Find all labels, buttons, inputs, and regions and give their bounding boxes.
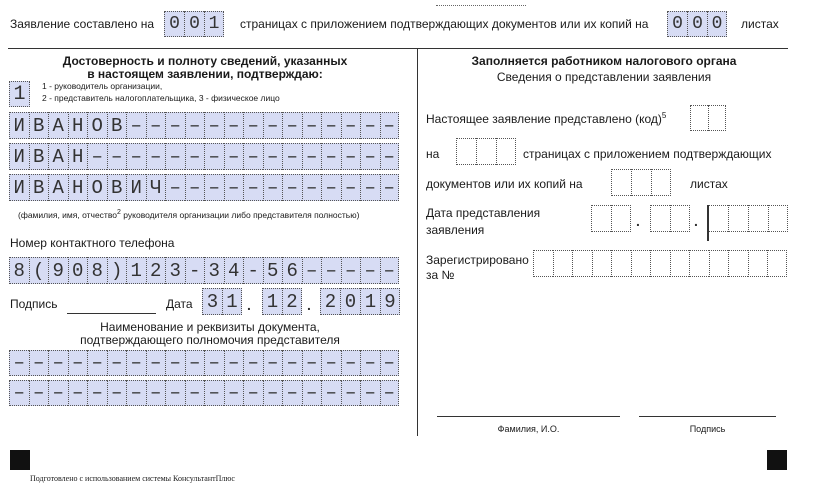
- surname-field[interactable]: [9, 112, 399, 139]
- submission-day-field[interactable]: [591, 205, 631, 232]
- fio-note-post: руководителя организации либо представителя полностью): [123, 209, 360, 220]
- comb-cell: О: [87, 174, 107, 201]
- comb-cell: –: [165, 112, 185, 139]
- confirm-title-line1: Достоверность и полноту сведений, указанных: [62, 54, 348, 68]
- text-cursor: [707, 205, 709, 241]
- submitted-code-text: Настоящее заявление представлено (код): [426, 112, 662, 126]
- comb-cell: 5: [263, 257, 283, 284]
- comb-cell: В: [107, 174, 127, 201]
- doc-details-field-2[interactable]: [9, 380, 399, 406]
- comb-cell: 0: [667, 11, 687, 37]
- comb-cell: И: [9, 112, 29, 139]
- registration-number-field[interactable]: [533, 250, 787, 277]
- comb-cell: 0: [340, 288, 360, 315]
- comb-cell: –: [341, 350, 361, 376]
- tax-officer-title: Заполняется работником налогового органа: [471, 54, 737, 68]
- first-name-field[interactable]: [9, 143, 399, 170]
- submission-year-field[interactable]: [708, 205, 788, 232]
- sheets-label: листах: [690, 177, 728, 191]
- comb-cell: –: [185, 380, 205, 406]
- comb-cell: 0: [68, 257, 88, 284]
- comb-cell: –: [302, 112, 322, 139]
- comb-cell: –: [126, 380, 146, 406]
- comb-cell: [728, 205, 748, 232]
- submitted-code-label: [426, 111, 666, 126]
- attachment-pages-field[interactable]: [667, 11, 727, 37]
- comb-cell: А: [48, 174, 68, 201]
- comb-cell: –: [321, 112, 341, 139]
- officer-sheets-field[interactable]: [611, 169, 671, 196]
- top-divider: [8, 48, 788, 49]
- comb-cell: –: [146, 143, 166, 170]
- officer-fio-line[interactable]: [437, 416, 620, 417]
- top-middle-text: страницах с приложением подтверждающих документов или их копий на: [240, 17, 649, 31]
- comb-cell: В: [29, 112, 49, 139]
- comb-cell: 6: [282, 257, 302, 284]
- submitted-code-sup: 5: [661, 111, 667, 120]
- comb-cell: –: [107, 143, 127, 170]
- comb-cell: –: [360, 174, 380, 201]
- comb-cell: –: [146, 380, 166, 406]
- comb-cell: –: [185, 143, 205, 170]
- comb-cell: –: [360, 143, 380, 170]
- comb-cell: Н: [68, 112, 88, 139]
- comb-cell: –: [282, 174, 302, 201]
- comb-cell: –: [380, 257, 400, 284]
- comb-cell: 0: [687, 11, 707, 37]
- comb-cell: –: [282, 350, 302, 376]
- comb-cell: –: [263, 350, 283, 376]
- comb-cell: –: [126, 350, 146, 376]
- comb-cell: [650, 205, 670, 232]
- signature-label: Подпись: [10, 297, 58, 311]
- comb-cell: –: [68, 380, 88, 406]
- registered-label-2: за №: [426, 268, 455, 282]
- comb-cell: [767, 250, 787, 277]
- registered-label-1: Зарегистрировано: [426, 253, 529, 267]
- comb-cell: –: [185, 350, 205, 376]
- comb-cell: –: [185, 112, 205, 139]
- comb-cell: –: [9, 380, 29, 406]
- pages-text-line2: документов или их копий на: [426, 177, 583, 191]
- comb-cell: [748, 205, 768, 232]
- comb-cell: 8: [9, 257, 29, 284]
- comb-cell: [631, 169, 651, 196]
- comb-cell: 9: [380, 288, 400, 315]
- signer-note-1: 1 - руководитель организации,: [42, 81, 163, 91]
- comb-cell: –: [360, 350, 380, 376]
- comb-cell: 3: [202, 288, 222, 315]
- column-divider: [417, 48, 418, 436]
- comb-cell: –: [224, 380, 244, 406]
- submission-date-label-1: Дата представления: [426, 206, 541, 220]
- comb-cell: [611, 250, 631, 277]
- comb-cell: [476, 138, 496, 165]
- fio-note-sup: 2: [116, 209, 121, 216]
- comb-cell: –: [29, 380, 49, 406]
- comb-cell: [533, 250, 553, 277]
- comb-cell: –: [165, 174, 185, 201]
- comb-cell: –: [380, 143, 400, 170]
- comb-cell: –: [380, 350, 400, 376]
- comb-cell: –: [68, 350, 88, 376]
- comb-cell: –: [146, 350, 166, 376]
- comb-cell: –: [243, 350, 263, 376]
- comb-cell: –: [224, 143, 244, 170]
- comb-cell: 3: [204, 257, 224, 284]
- comb-cell: 8: [87, 257, 107, 284]
- doc-title-line1: Наименование и реквизиты документа,: [100, 320, 320, 334]
- patronymic-field[interactable]: [9, 174, 399, 201]
- comb-cell: –: [243, 112, 263, 139]
- comb-cell: -: [185, 257, 205, 284]
- comb-cell: [553, 250, 573, 277]
- comb-cell: 2: [146, 257, 166, 284]
- comb-cell: [611, 205, 631, 232]
- comb-cell: –: [243, 174, 263, 201]
- comb-cell: 1: [126, 257, 146, 284]
- comb-cell: –: [341, 112, 361, 139]
- comb-cell: [670, 250, 690, 277]
- comb-cell: –: [224, 174, 244, 201]
- on-label: на: [426, 147, 440, 161]
- top-dotted-mark: [436, 5, 526, 6]
- date-day-field[interactable]: [202, 288, 242, 315]
- comb-cell: –: [107, 380, 127, 406]
- comb-cell: –: [243, 380, 263, 406]
- submission-month-field[interactable]: [650, 205, 690, 232]
- comb-cell: [708, 205, 728, 232]
- date-month-field[interactable]: [262, 288, 302, 315]
- officer-date-dot-2: .: [694, 213, 698, 229]
- comb-cell: 2: [320, 288, 340, 315]
- comb-cell: –: [282, 112, 302, 139]
- confirm-title-line2: в настоящем заявлении, подтверждаю:: [87, 67, 323, 81]
- comb-cell: –: [360, 112, 380, 139]
- comb-cell: И: [9, 143, 29, 170]
- comb-cell: –: [321, 350, 341, 376]
- fio-note: [18, 209, 359, 220]
- signer-code-field[interactable]: [9, 81, 30, 107]
- comb-cell: 1: [204, 11, 224, 37]
- officer-sign-caption: Подпись: [689, 424, 726, 434]
- comb-cell: –: [341, 143, 361, 170]
- comb-cell: –: [321, 380, 341, 406]
- registration-mark-left: [10, 450, 30, 470]
- comb-cell: –: [321, 257, 341, 284]
- comb-cell: [708, 105, 726, 131]
- comb-cell: –: [224, 112, 244, 139]
- comb-cell: –: [341, 174, 361, 201]
- comb-cell: –: [321, 143, 341, 170]
- signature-line[interactable]: [67, 313, 156, 314]
- comb-cell: [631, 250, 651, 277]
- submission-code-field[interactable]: [690, 105, 726, 131]
- officer-pages-field[interactable]: [456, 138, 516, 165]
- doc-title-line2: подтверждающего полномочия представителя: [80, 333, 340, 347]
- comb-cell: –: [48, 380, 68, 406]
- comb-cell: [572, 250, 592, 277]
- comb-cell: В: [107, 112, 127, 139]
- comb-cell: [591, 205, 611, 232]
- comb-cell: 1: [222, 288, 242, 315]
- pages-text-line1: страницах с приложением подтверждающих: [523, 147, 772, 161]
- comb-cell: [670, 205, 690, 232]
- comb-cell: [768, 205, 788, 232]
- comb-cell: –: [224, 350, 244, 376]
- comb-cell: –: [302, 257, 322, 284]
- comb-cell: О: [87, 112, 107, 139]
- comb-cell: Н: [68, 174, 88, 201]
- registration-mark-right: [767, 450, 787, 470]
- phone-field[interactable]: [9, 257, 399, 284]
- comb-cell: –: [282, 380, 302, 406]
- comb-cell: –: [302, 143, 322, 170]
- comb-cell: А: [48, 112, 68, 139]
- comb-cell: (: [29, 257, 49, 284]
- comb-cell: 4: [224, 257, 244, 284]
- comb-cell: А: [48, 143, 68, 170]
- comb-cell: –: [87, 350, 107, 376]
- comb-cell: Н: [68, 143, 88, 170]
- comb-cell: [689, 250, 709, 277]
- comb-cell: –: [360, 380, 380, 406]
- date-year-field[interactable]: [320, 288, 400, 315]
- comb-cell: В: [29, 174, 49, 201]
- comb-cell: –: [302, 350, 322, 376]
- comb-cell: –: [165, 380, 185, 406]
- comb-cell: 3: [165, 257, 185, 284]
- fio-note-pre: (фамилия, имя, отчество: [18, 209, 117, 220]
- date-dot-1: .: [247, 297, 251, 313]
- comb-cell: И: [9, 174, 29, 201]
- comb-cell: –: [263, 174, 283, 201]
- comb-cell: 1: [9, 81, 30, 107]
- comb-cell: –: [204, 112, 224, 139]
- comb-cell: –: [165, 143, 185, 170]
- comb-cell: ): [107, 257, 127, 284]
- comb-cell: –: [204, 350, 224, 376]
- comb-cell: –: [204, 174, 224, 201]
- comb-cell: –: [185, 174, 205, 201]
- comb-cell: 0: [707, 11, 727, 37]
- comb-cell: [651, 169, 671, 196]
- comb-cell: –: [263, 112, 283, 139]
- comb-cell: [709, 250, 729, 277]
- submission-date-label-2: заявления: [426, 223, 485, 237]
- comb-cell: –: [165, 350, 185, 376]
- comb-cell: –: [263, 143, 283, 170]
- date-dot-2: .: [307, 297, 311, 313]
- comb-cell: 1: [360, 288, 380, 315]
- comb-cell: [611, 169, 631, 196]
- date-label: Дата: [166, 297, 193, 311]
- doc-details-field-1[interactable]: [9, 350, 399, 376]
- comb-cell: -: [243, 257, 263, 284]
- comb-cell: [650, 250, 670, 277]
- comb-cell: –: [380, 174, 400, 201]
- comb-cell: –: [341, 380, 361, 406]
- comb-cell: –: [282, 143, 302, 170]
- comb-cell: –: [321, 174, 341, 201]
- comb-cell: [728, 250, 748, 277]
- comb-cell: В: [29, 143, 49, 170]
- comb-cell: 0: [184, 11, 204, 37]
- comb-cell: 1: [262, 288, 282, 315]
- comb-cell: –: [204, 143, 224, 170]
- comb-cell: –: [341, 257, 361, 284]
- comb-cell: 2: [282, 288, 302, 315]
- comb-cell: 9: [48, 257, 68, 284]
- comb-cell: [748, 250, 768, 277]
- comb-cell: –: [204, 380, 224, 406]
- comb-cell: [456, 138, 476, 165]
- comb-cell: 0: [164, 11, 184, 37]
- comb-cell: –: [126, 112, 146, 139]
- comb-cell: Ч: [146, 174, 166, 201]
- comb-cell: –: [360, 257, 380, 284]
- comb-cell: –: [243, 143, 263, 170]
- comb-cell: –: [302, 380, 322, 406]
- comb-cell: –: [87, 143, 107, 170]
- comb-cell: –: [302, 174, 322, 201]
- officer-sign-line[interactable]: [639, 416, 776, 417]
- comb-cell: И: [126, 174, 146, 201]
- top-suffix: листах: [741, 17, 779, 31]
- comb-cell: –: [107, 350, 127, 376]
- top-prefix: Заявление составлено на: [10, 17, 155, 31]
- officer-fio-caption: Фамилия, И.О.: [497, 424, 560, 434]
- phone-label: Номер контактного телефона: [10, 236, 175, 250]
- comb-cell: –: [380, 380, 400, 406]
- comb-cell: –: [263, 380, 283, 406]
- comb-cell: –: [380, 112, 400, 139]
- comb-cell: –: [87, 380, 107, 406]
- comb-cell: –: [146, 112, 166, 139]
- total-pages-field[interactable]: [164, 11, 224, 37]
- tax-officer-subtitle: Сведения о представлении заявления: [496, 70, 712, 84]
- comb-cell: –: [9, 350, 29, 376]
- footer-note: Подготовлено с использованием системы КонсультантПлюс: [30, 474, 235, 483]
- comb-cell: –: [29, 350, 49, 376]
- officer-date-dot-1: .: [636, 213, 640, 229]
- comb-cell: [496, 138, 516, 165]
- comb-cell: –: [48, 350, 68, 376]
- comb-cell: –: [126, 143, 146, 170]
- comb-cell: [592, 250, 612, 277]
- comb-cell: [690, 105, 708, 131]
- signer-note-2: 2 - представитель налогоплательщика, 3 - физическое лицо: [42, 93, 280, 103]
